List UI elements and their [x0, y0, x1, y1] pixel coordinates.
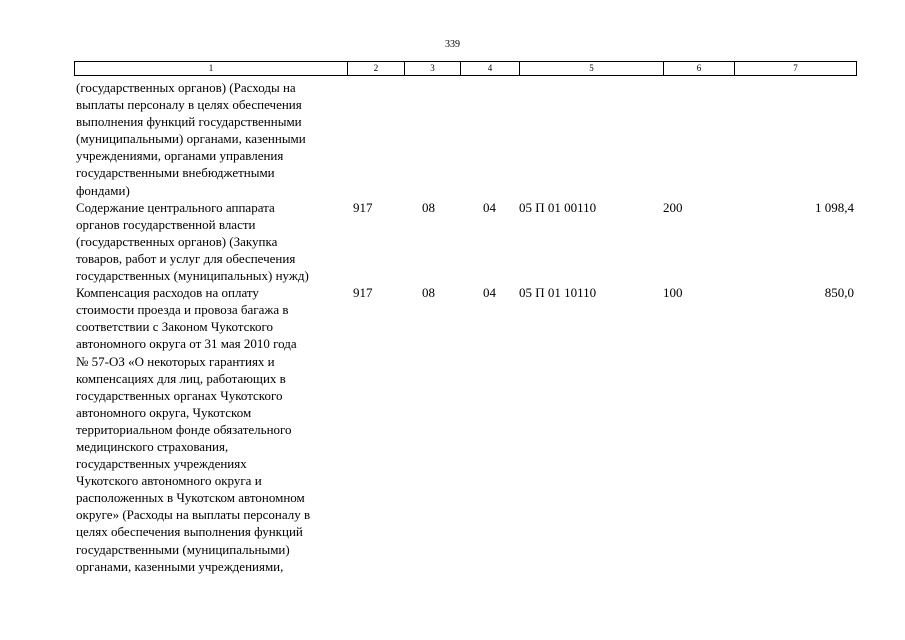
- section-code: 08: [422, 199, 435, 215]
- amount: 1 098,4: [815, 199, 854, 215]
- amount: 850,0: [824, 285, 854, 301]
- column-header: 7: [735, 62, 857, 76]
- table-row: [74, 79, 856, 199]
- column-header: 3: [405, 62, 461, 76]
- ministry-code: 917: [353, 199, 373, 215]
- column-header-row: [75, 62, 857, 76]
- target-article-code: [519, 79, 663, 199]
- table-row: [74, 284, 856, 575]
- expense-type-code: 100: [663, 285, 683, 301]
- target-article-code: 05 П 01 00110: [519, 199, 597, 215]
- ministry-code: 917: [353, 285, 373, 301]
- column-header: 2: [348, 62, 405, 76]
- column-header: 4: [461, 62, 520, 76]
- column-header-table: [74, 61, 857, 76]
- subsection-code: 04: [483, 285, 496, 301]
- column-header: 5: [520, 62, 664, 76]
- subsection-code: [460, 79, 519, 199]
- page-number: 339: [445, 39, 460, 50]
- table-row: [74, 199, 856, 284]
- row-description: (государственных органов) (Расходы на выплаты персоналу в целях обеспечения выполнения функций государственными (муниципальными) органами, казенными учреждениями, органами управления государственными внебюджетными фондами): [76, 80, 306, 198]
- budget-table: [74, 79, 856, 575]
- row-description: Содержание центрального аппарата органов государственной власти (государственных органов) (Закупка товаров, работ и услуг для обеспечения государственных (муниципальных) нужд): [76, 199, 309, 284]
- target-article-code: 05 П 01 10110: [519, 285, 597, 301]
- column-header: 1: [75, 62, 348, 76]
- expense-type-code: 200: [663, 199, 683, 215]
- row-description: Компенсация расходов на оплату стоимости проезда и провоза багажа в соответствии с Законом Чукотского автономного округа от 31 мая 2010 года № 57-ОЗ «О некоторых гарантиях и компенсациях для лиц, работающих в государственных органах Чукотского автономного округа, Чукотском территориальном фонде обязательного медицинского страхования, государственных учреждениях Чукотского автономного округа и расположенных в Чукотском автономном округе» (Расходы на выплаты персоналу в целях обеспечения выполнения функций государственными (муниципальными) органами, казенными учреждениями,: [76, 285, 311, 574]
- amount: [734, 79, 856, 199]
- expense-type-code: [663, 79, 734, 199]
- column-header: 6: [664, 62, 735, 76]
- ministry-code: [347, 79, 404, 199]
- subsection-code: 04: [483, 199, 496, 215]
- section-code: [404, 79, 460, 199]
- section-code: 08: [422, 285, 435, 301]
